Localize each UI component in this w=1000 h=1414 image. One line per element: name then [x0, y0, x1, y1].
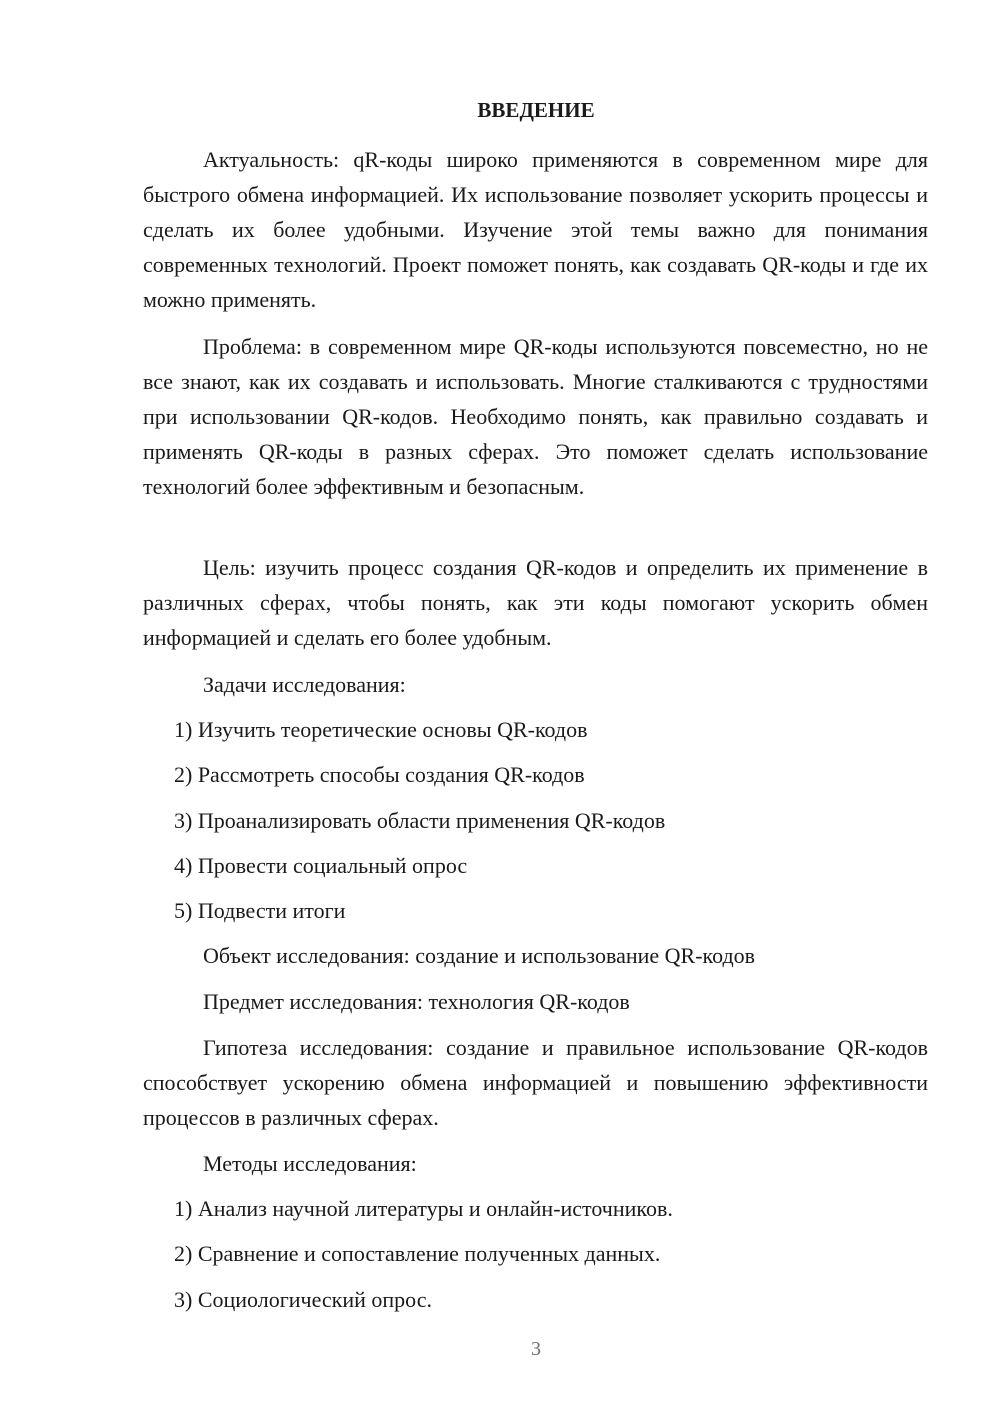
method-item: 1) Анализ научной литературы и онлайн-источников. [174, 1196, 673, 1221]
method-item: 2) Сравнение и сопоставление полученных данных. [174, 1241, 661, 1266]
page-number: 3 [531, 1338, 541, 1360]
goal-paragraph: Цель: изучить процесс создания QR-кодов и определить их применение в различных сферах, чтобы понять, как эти коды помогают ускорить обмен информацией и сделать его более удобным. [143, 555, 928, 650]
research-subject: Предмет исследования: технология QR-кодов [203, 989, 630, 1014]
methods-heading: Методы исследования: [203, 1151, 417, 1176]
problem-paragraph: Проблема: в современном мире QR-коды используются повсеместно, но не все знают, как их создавать и использовать. Многие сталкиваются с трудностями при использовании QR-кодов. Необходимо понять, как правильно создавать и применять QR-коды в разных сферах. Это поможет сделать использование технологий более эффективным и безопасным. [143, 334, 928, 499]
task-item: 3) Проанализировать области применения QR-кодов [174, 808, 666, 833]
task-item: 5) Подвести итоги [174, 898, 346, 923]
tasks-heading: Задачи исследования: [203, 672, 406, 697]
method-item: 3) Социологический опрос. [174, 1287, 432, 1312]
relevance-paragraph: Актуальность: qR-коды широко применяются в современном мире для быстрого обмена информацией. Их использование позволяет ускорить процессы и сделать их более удобными. Изучение этой темы важно для понимания современных технологий. Проект поможет понять, как создавать QR-коды и где их можно применять. [143, 147, 928, 312]
page-title: ВВЕДЕНИЕ [477, 98, 595, 122]
task-item: 1) Изучить теоретические основы QR-кодов [174, 717, 588, 742]
research-object: Объект исследования: создание и использование QR-кодов [203, 943, 756, 968]
task-item: 2) Рассмотреть способы создания QR-кодов [174, 762, 585, 787]
hypothesis-paragraph: Гипотеза исследования: создание и правильное использование QR-кодов способствует ускорению обмена информацией и повышению эффективности процессов в различных сферах. [143, 1035, 928, 1130]
task-item: 4) Провести социальный опрос [174, 853, 468, 878]
